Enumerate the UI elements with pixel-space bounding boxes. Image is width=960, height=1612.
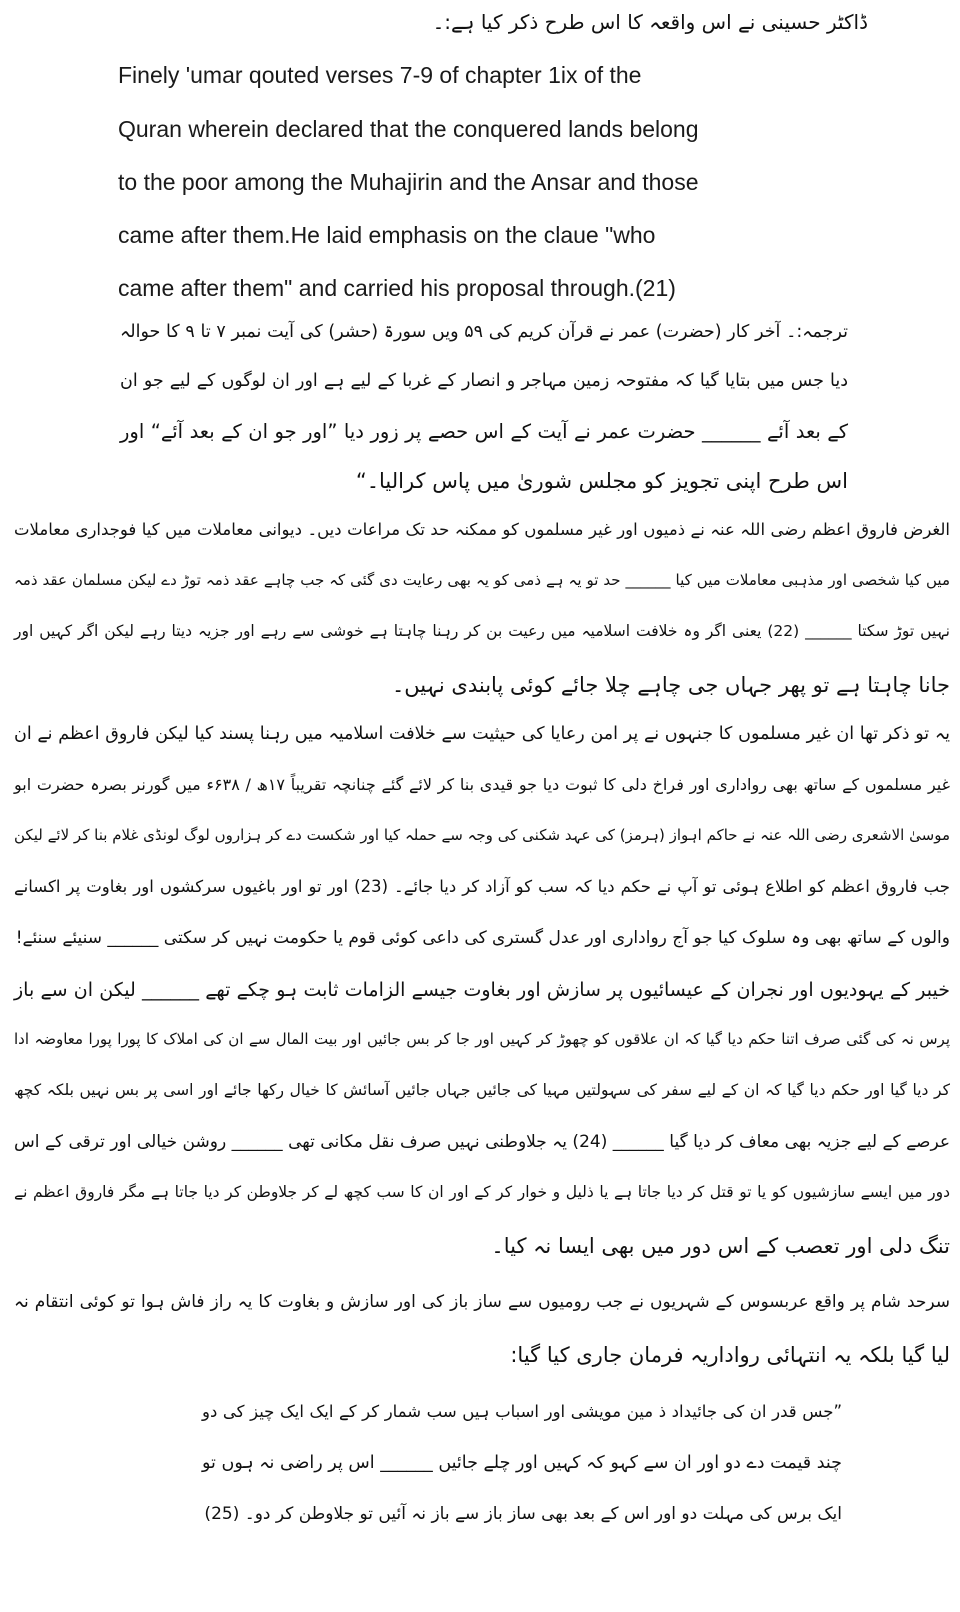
- translation-line-1: ترجمہ:۔ آخر کار (حضرت) عمر نے قرآن کریم کی ۵۹ ویں سورۃ (حشر) کی آیت نمبر ۷ تا ۹ کا حوالہ: [120, 322, 848, 342]
- para2-line-4: جب فاروق اعظم کو اطلاع ہوئی تو آپ نے حکم دیا کہ سب کو آزاد کر دیا جائے۔ (23) اور تو اور باغیوں سرکشوں اور بغاوت پر اکسانے: [14, 877, 950, 896]
- para3-line-3: کر دیا گیا اور حکم دیا گیا کہ ان کے لیے سفر کی سہولتیں مہیا کی جائیں جہاں جائیں آسائش کا خیال رکھا جائے اور اسی پر بس نہیں بلکہ کچھ: [14, 1081, 950, 1099]
- quote-en-line-4: came after them.He laid emphasis on the claue "who: [118, 222, 656, 248]
- para1-line-4: جانا چاہتا ہے تو پھر جہاں جی چاہے چلا جائے کوئی پابندی نہیں۔: [391, 673, 950, 697]
- quote2-line-3: ایک برس کی مہلت دو اور اس کے بعد بھی ساز باز سے باز نہ آئیں تو جلاوطن کر دو۔ (25): [204, 1504, 842, 1524]
- intro-line: ڈاکٹر حسینی نے اس واقعہ کا اس طرح ذکر کیا ہے:۔: [432, 10, 868, 34]
- quote-en-line-5: came after them" and carried his proposal through.(21): [118, 275, 676, 301]
- para4-line-1: سرحد شام پر واقع عربسوس کے شہریوں نے جب رومیوں سے ساز باز کی اور سازش و بغاوت کا یہ راز فاش ہوا تو کوئی انتقام نہ: [14, 1292, 950, 1312]
- para3-line-2: پرس نہ کی گئی صرف اتنا حکم دیا گیا کہ ان علاقوں کو چھوڑ کر کہیں اور جا کر بس جائیں اور بیت المال سے ان کی املاک کا پورا پورا معاوضہ ادا: [14, 1030, 950, 1048]
- para2-line-5: والوں کے ساتھ بھی وہ سلوک کیا جو آج رواداری اور عدل گستری کی داعی کوئی قوم یا حکومت نہیں کر سکتی ______ سنیئے سنئے!: [15, 928, 950, 948]
- para1-line-3: نہیں توڑ سکتا ______ (22) یعنی اگر وہ خلافت اسلامیہ میں رعیت بن کر رہنا چاہتا ہے خوشی سے رہے اور جزیہ دیتا رہے لیکن اگر کہیں اور: [14, 622, 950, 640]
- para3-line-4: عرصے کے لیے جزیہ بھی معاف کر دیا گیا ______ (24) یہ جلاوطنی نہیں صرف نقل مکانی تھی ______ روشن خیالی اور ترقی کے اس: [14, 1132, 950, 1152]
- translation-line-4: اس طرح اپنی تجویز کو مجلس شوریٰ میں پاس کرالیا۔“: [355, 469, 848, 493]
- para3-line-6: تنگ دلی اور تعصب کے اس دور میں بھی ایسا نہ کیا۔: [491, 1234, 950, 1258]
- para1-line-2: میں کیا شخصی اور مذہبی معاملات میں کیا ______ حد تو یہ ہے ذمی کو یہ بھی رعایت دی گئی کہ جب چاہے عقد ذمہ توڑ دے لیکن مسلمان عقد ذمہ: [14, 571, 950, 589]
- para1-line-1: الغرض فاروق اعظم رضی اللہ عنہ نے ذمیوں اور غیر مسلموں کو ممکنہ حد تک مراعات دیں۔ دیوانی معاملات میں کیا فوجداری معاملات: [14, 520, 950, 539]
- quote-en-line-2: Quran wherein declared that the conquered lands belong: [118, 116, 699, 142]
- para2-line-2: غیر مسلموں کے ساتھ بھی رواداری اور فراخ دلی کا ثبوت دیا جو قیدی بنا کر لائے گئے چنانچہ تقریباً ۱۷ھ / ۶۳۸ء میں گورنر بصرہ حضرت ابو: [14, 775, 950, 794]
- para2-line-1: یہ تو ذکر تھا ان غیر مسلموں کا جنہوں نے پر امن رعایا کی حیثیت سے خلافت اسلامیہ میں رہنا پسند کیا لیکن فاروق اعظم نے ان: [14, 724, 950, 744]
- translation-line-2: دیا جس میں بتایا گیا کہ مفتوحہ زمین مہاجر و انصار کے غربا کے لیے ہے اور ان لوگوں کے لیے جو ان: [120, 371, 848, 391]
- para2-line-3: موسیٰ الاشعری رضی اللہ عنہ نے حاکم اہواز (ہرمز) کی عہد شکنی کی وجہ سے حملہ کیا اور شکست دے کر ہزاروں لوگ لونڈی غلام بنا کر لائے لیکن: [14, 826, 950, 844]
- quote2-line-1: ”جس قدر ان کی جائیداد ذ مین مویشی اور اسباب ہیں سب شمار کر کے ایک ایک چیز کی دو: [202, 1402, 842, 1421]
- para4-line-2: لیا گیا بلکہ یہ انتہائی رواداریہ فرمان جاری کیا گیا:: [510, 1343, 950, 1367]
- translation-line-3: کے بعد آئے ______ حضرت عمر نے آیت کے اس حصے پر زور دیا ”اور جو ان کے بعد آئے“ اور: [120, 420, 848, 443]
- quote-en-line-1: Finely 'umar qouted verses 7-9 of chapter 1ix of the: [118, 62, 642, 88]
- para3-line-1: خیبر کے یہودیوں اور نجران کے عیسائیوں پر سازش اور بغاوت جیسے الزامات ثابت ہو چکے تھے ______ لیکن ان سے باز: [14, 979, 950, 1001]
- para3-line-5: دور میں ایسے سازشیوں کو یا تو قتل کر دیا جاتا ہے یا ذلیل و خوار کر کے اور ان کا سب کچھ لے کر جلاوطن کر دیا جاتا ہے مگر فاروق اعظم نے: [14, 1183, 950, 1201]
- quote-en-line-3: to the poor among the Muhajirin and the Ansar and those: [118, 169, 699, 195]
- quote2-line-2: چند قیمت دے دو اور ان سے کہو کہ کہیں اور چلے جائیں ______ اس پر راضی نہ ہوں تو: [202, 1453, 842, 1473]
